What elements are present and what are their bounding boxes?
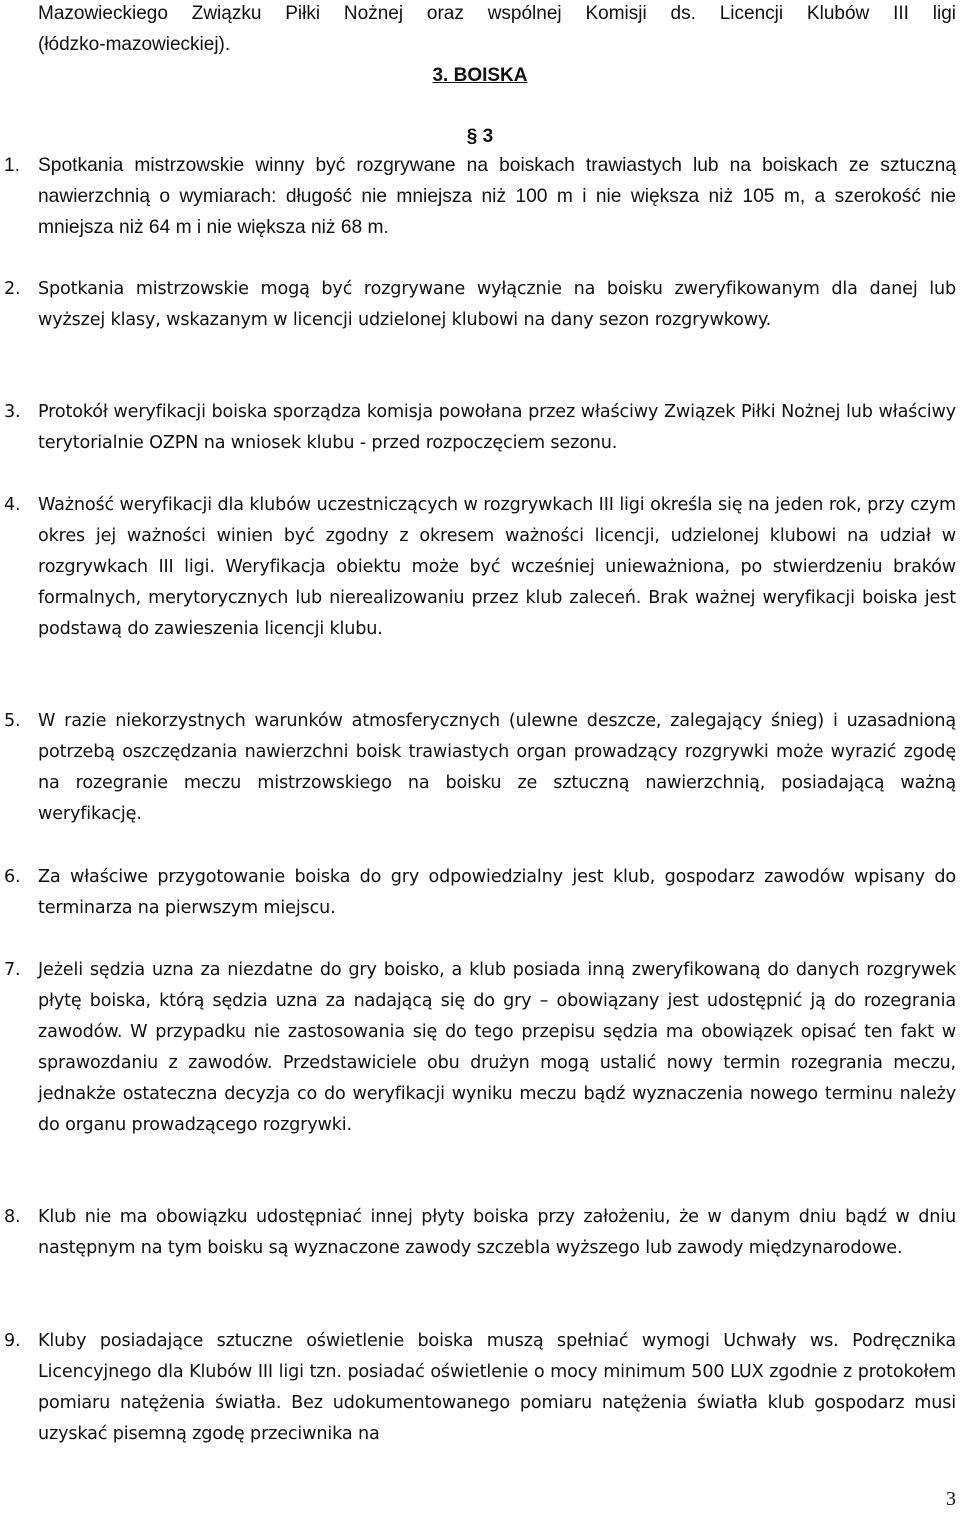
item-text: Protokół weryfikacji boiska sporządza komisja powołana przez właściwy Związek Piłki Nożnej lub właściwy terytorialnie OZPN na wniosek klubu - przed rozpoczęciem sezonu. [38,402,956,453]
item-text: Ważność weryfikacji dla klubów uczestniczących w rozgrywkach III ligi określa się na jeden rok, przy czym okres jej ważności winien być zgodny z okresem ważności licencji, udzielonej klubowi na udział w rozgrywkach III ligi. Weryfikacja obiektu może być wcześniej unieważniona, po stwierdzeniu braków formalnych, merytorycznych lub nierealizowaniu przez klub zaleceń. Brak ważnej weryfikacji boiska jest podstawą do zawieszenia licencji klubu. [38,495,956,639]
item-number: 6. [4,867,21,887]
item-number: 2. [4,279,21,299]
item-text: Kluby posiadające sztuczne oświetlenie boiska muszą spełniać wymogi Uchwały ws. Podręcznika Licencyjnego dla Klubów III ligi tzn. posiadać oświetlenie o mocy minimum 500 LUX zgodnie z protokołem pomiaru natężenia światła. Bez udokumentowanego pomiaru natężenia światła klub gospodarz musi uzyskać pisemną zgodę przeciwnika na [38,1331,956,1444]
item-number: 4. [4,495,21,515]
page-number: 3 [946,1488,956,1510]
list-item [4,706,956,830]
item-text: Klub nie ma obowiązku udostępniać innej płyty boiska przy założeniu, że w danym dniu bądź w dniu następnym na tym boisku są wyznaczone zawody szczebla wyższego lub zawody międzynarodowe. [38,1207,956,1258]
intro-line-1: Mazowieckiego Związku Piłki Nożnej oraz wspólnej Komisji ds. Licencji Klubów III ligi [38,3,956,24]
item-text: Spotkania mistrzowskie mogą być rozgrywane wyłącznie na boisku zweryfikowanym dla danej lub wyższej klasy, wskazanym w licencji udzielonej klubowi na dany sezon rozgrywkowy. [38,279,956,330]
item-text: Spotkania mistrzowskie winny być rozgrywane na boiskach trawiastych lub na boiskach ze sztuczną nawierzchnią o wymiarach: długość nie mniejsza niż 100 m i nie większa niż 105 m, a szerokość nie mniejsza niż 64 m i nie większa niż 68 m. [38,155,956,238]
intro-line-2: (łódzko-mazowieckiej). [38,34,231,55]
item-number: 9. [4,1331,21,1351]
section-heading [0,60,960,91]
section-heading-text: 3. BOISKA [432,65,528,86]
list-item [4,862,956,924]
item-number: 8. [4,1207,21,1227]
list-item [4,150,956,243]
item-number: 7. [4,960,21,980]
item-number: 5. [4,711,21,731]
item-text: Za właściwe przygotowanie boiska do gry odpowiedzialny jest klub, gospodarz zawodów wpisany do terminarza na pierwszym miejscu. [38,867,956,918]
list-item [4,955,956,1141]
item-text: Jeżeli sędzia uzna za niezdatne do gry boisko, a klub posiada inną zweryfikowaną do danych rozgrywek płytę boiska, którą sędzia uzna za nadającą się do gry – obowiązany jest udostępnić ją do rozegrania zawodów. W przypadku nie zastosowania się do tego przepisu sędzia ma obowiązek opisać ten fakt w sprawozdaniu z zawodów. Przedstawiciele obu drużyn mogą ustalić nowy termin rozegrania meczu, jednakże ostateczna decyzja co do weryfikacji wyniku meczu bądź wyznaczenia nowego terminu należy do organu prowadzącego rozgrywki. [38,960,956,1135]
list-item [4,490,956,645]
list-item [4,1326,956,1450]
item-number: 3. [4,402,21,422]
paragraph-mark: § 3 [466,126,494,147]
item-number: 1. [4,155,20,176]
list-item [4,274,956,336]
item-text: W razie niekorzystnych warunków atmosferycznych (ulewne deszcze, zalegający śnieg) i uzasadnioną potrzebą oszczędzania nawierzchni boisk trawiastych organ prowadzący rozgrywki może wyrazić zgodę na rozegranie meczu mistrzowskiego na boisku ze sztuczną nawierzchnią, posiadającą ważną weryfikację. [38,711,956,824]
list-item [4,1202,956,1264]
list-item [4,397,956,459]
